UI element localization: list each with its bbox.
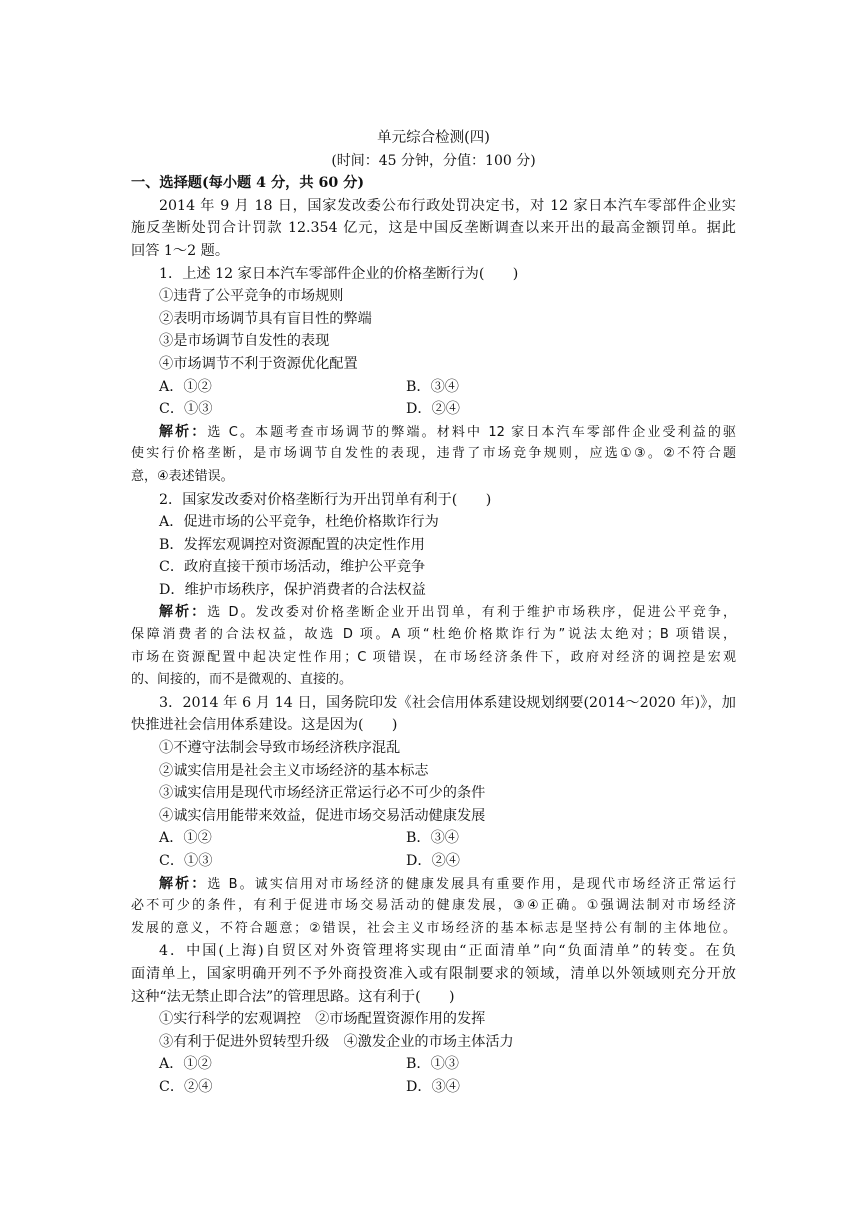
answer-label: 解析： xyxy=(159,875,208,892)
option-a: A．①② xyxy=(159,378,212,395)
answer-line: 保障消费者的合法权益，故选 D 项。A 项“杜绝价格欺诈行为”说法太绝对；B 项错误， xyxy=(131,627,736,643)
question-item: ①违背了公平竞争的市场规则 xyxy=(159,288,344,305)
intro-line: 回答 1～2 题。 xyxy=(131,242,230,259)
option-a: A．①② xyxy=(159,1056,212,1073)
option-d: D．②④ xyxy=(406,401,460,418)
answer-line xyxy=(131,421,736,444)
question-item: ②表明市场调节具有盲目性的弊端 xyxy=(159,310,372,327)
question-item: ③诚实信用是现代市场经济正常运行必不可少的条件 xyxy=(159,785,486,802)
answer-line: 发展的意义，不符合题意；②错误，社会主义市场经济的基本标志是坚持公有制的主体地位。 xyxy=(131,920,736,936)
option-b: B．③④ xyxy=(406,830,459,847)
option-c: C．政府直接干预市场活动，维护公平竞争 xyxy=(159,559,426,576)
answer-line: 必不可少的条件，有利于促进市场交易活动的健康发展，③④正确。①强调法制对市场经济 xyxy=(131,898,736,914)
question-item: ②诚实信用是社会主义市场经济的基本标志 xyxy=(159,762,429,779)
answer-line xyxy=(131,873,736,896)
option-b: B．发挥宏观调控对资源配置的决定性作用 xyxy=(159,536,425,553)
question-stem: 4．中国(上海)自贸区对外资管理将实现由“正面清单”向“负面清单”的转变。在负 xyxy=(159,943,736,960)
answer-label: 解析： xyxy=(159,604,208,621)
document-body xyxy=(131,127,736,1099)
question-stem: 3．2014 年 6 月 14 日，国务院印发《社会信用体系建设规划纲要(2014～2020 年)》，加 xyxy=(159,694,736,711)
section-heading: 一、选择题(每小题 4 分，共 60 分) xyxy=(131,175,365,192)
question-stem: 这种“法无禁止即合法”的管理思路。这有利于( ) xyxy=(131,988,455,1005)
option-c: C．①③ xyxy=(159,853,213,869)
option-c: C．①③ xyxy=(159,401,213,418)
question-stem: 2．国家发改委对价格垄断行为开出罚单有利于( ) xyxy=(159,491,492,508)
answer-line: 市场在资源配置中起决定性作用；C 项错误，在市场经济条件下，政府对经济的调控是宏观 xyxy=(131,649,736,665)
option-row xyxy=(131,1076,736,1099)
option-a: A．促进市场的公平竞争，杜绝价格欺诈行为 xyxy=(159,514,439,531)
option-d: D．②④ xyxy=(406,853,460,869)
option-row xyxy=(131,827,736,850)
question-item: ③是市场调节自发性的表现 xyxy=(159,333,330,350)
intro-line: 2014 年 9 月 18 日，国家发改委公布行政处罚决定书，对 12 家日本汽车零部件企业实 xyxy=(159,197,736,214)
answer-line: 意，④表述错误。 xyxy=(131,468,234,484)
answer-line xyxy=(131,601,736,624)
answer-line: 的、间接的，而不是微观的、直接的。 xyxy=(131,672,353,688)
option-row xyxy=(131,850,736,873)
option-a: A．①② xyxy=(159,830,212,847)
question-item: ④诚实信用能带来效益，促进市场交易活动健康发展 xyxy=(159,807,486,824)
option-row xyxy=(131,1053,736,1076)
option-b: B．①③ xyxy=(406,1056,459,1073)
question-stem: 1．上述 12 家日本汽车零部件企业的价格垄断行为( ) xyxy=(159,265,519,282)
answer-line: 使实行价格垄断，是市场调节自发性的表现，违背了市场竞争规则，应选①③。②不符合题 xyxy=(131,446,736,462)
option-d: D．③④ xyxy=(406,1078,460,1095)
answer-text: 选 B。诚实信用对市场经济的健康发展具有重要作用，是现代市场经济正常运行 xyxy=(207,876,736,892)
question-item: ①不遵守法制会导致市场经济秩序混乱 xyxy=(159,740,401,757)
option-b: B．③④ xyxy=(406,378,459,395)
question-stem: 面清单上，国家明确开列不予外商投资准入或有限制要求的领域，清单以外领域则充分开放 xyxy=(131,965,736,982)
question-item: ①实行科学的宏观调控 ②市场配置资源作用的发挥 xyxy=(159,1011,486,1028)
answer-label: 解析： xyxy=(159,423,208,440)
answer-text: 选 C。本题考查市场调节的弊端。材料中 12 家日本汽车零部件企业受利益的驱 xyxy=(207,424,736,440)
page-subtitle: (时间：45 分钟，分值：100 分) xyxy=(331,152,536,169)
question-stem: 快推进社会信用体系建设。这是因为( ) xyxy=(131,717,398,734)
answer-text: 选 D。发改委对价格垄断企业开出罚单，有利于维护市场秩序，促进公平竞争， xyxy=(207,605,736,621)
intro-line: 施反垄断处罚合计罚款 12.354 亿元，这是中国反垄断调查以来开出的最高金额罚单。据此 xyxy=(131,220,736,237)
page-title: 单元综合检测(四) xyxy=(377,130,490,146)
option-row xyxy=(131,376,736,399)
option-row xyxy=(131,398,736,421)
question-item: ③有利于促进外贸转型升级 ④激发企业的市场主体活力 xyxy=(159,1033,514,1050)
option-c: C．②④ xyxy=(159,1078,213,1095)
question-item: ④市场调节不利于资源优化配置 xyxy=(159,355,358,372)
option-d: D．维护市场秩序，保护消费者的合法权益 xyxy=(159,581,426,598)
